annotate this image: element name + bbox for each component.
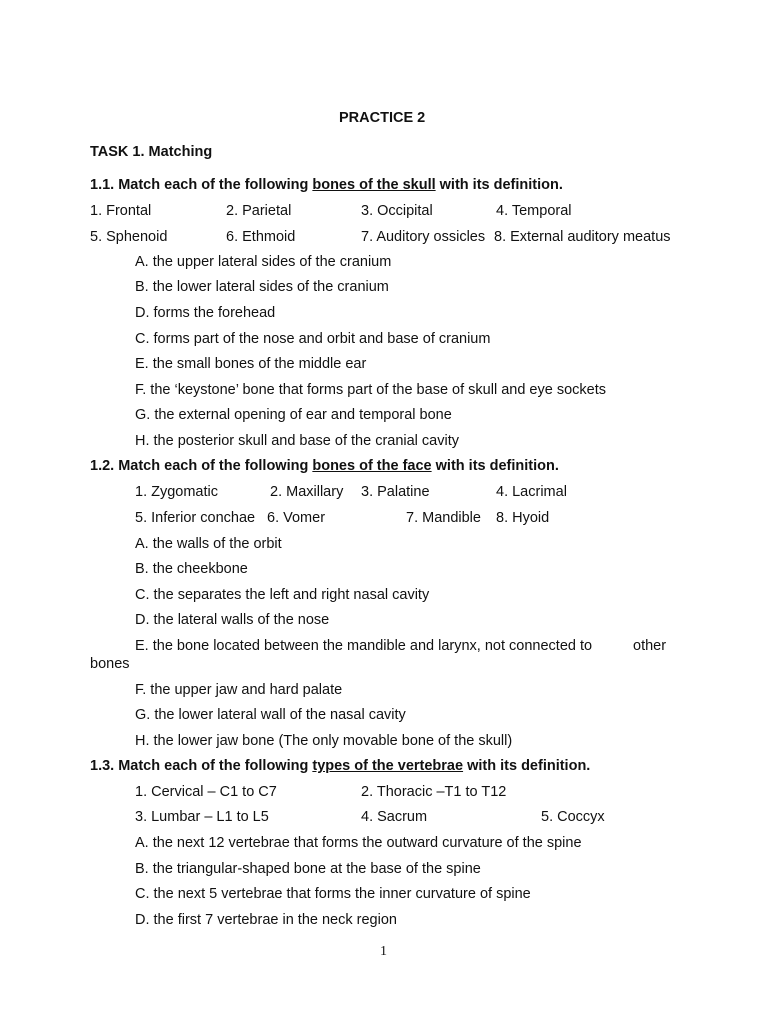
vertebrae-item: 4. Sacrum bbox=[361, 809, 428, 825]
section-heading-prefix: 1.2. Match each of the following bbox=[90, 458, 313, 474]
skull-definition: B. the lower lateral sides of the cranium bbox=[135, 279, 389, 295]
skull-definition: F. the ‘keystone’ bone that forms part of the base of skull and eye sockets bbox=[135, 382, 606, 398]
section-heading-prefix: 1.3. Match each of the following bbox=[90, 758, 313, 774]
section-heading-topic: bones of the face bbox=[312, 458, 432, 474]
face-definition-continuation: other bbox=[633, 638, 667, 654]
face-definition: G. the lower lateral wall of the nasal cavity bbox=[135, 707, 406, 723]
skull-definition: H. the posterior skull and base of the cranial cavity bbox=[135, 433, 459, 449]
skull-definition: C. forms part of the nose and orbit and base of cranium bbox=[135, 331, 491, 347]
vertebrae-item: 5. Coccyx bbox=[541, 809, 605, 825]
vertebrae-item: 3. Lumbar – L1 to L5 bbox=[135, 809, 269, 825]
face-definition: E. the bone located between the mandible and larynx, not connected to bbox=[135, 638, 593, 654]
section-heading-topic: bones of the skull bbox=[312, 177, 436, 193]
section-heading-prefix: 1.1. Match each of the following bbox=[90, 177, 313, 193]
skull-definition: G. the external opening of ear and temporal bone bbox=[135, 407, 452, 423]
face-definition-continuation: bones bbox=[90, 656, 130, 672]
vertebrae-item: 1. Cervical – C1 to C7 bbox=[135, 784, 277, 800]
section-heading-suffix: with its definition. bbox=[435, 177, 563, 193]
vertebrae-item: 2. Thoracic –T1 to T12 bbox=[361, 784, 507, 800]
skull-definition: D. forms the forehead bbox=[135, 305, 276, 321]
skull-item: 1. Frontal bbox=[90, 203, 152, 219]
section-heading-suffix: with its definition. bbox=[431, 458, 559, 474]
section-heading-topic: types of the vertebrae bbox=[312, 758, 464, 774]
face-definition: D. the lateral walls of the nose bbox=[135, 612, 330, 628]
vertebrae-definition: B. the triangular-shaped bone at the base of the spine bbox=[135, 861, 481, 877]
face-definition: A. the walls of the orbit bbox=[135, 536, 282, 552]
skull-item: 4. Temporal bbox=[496, 203, 572, 219]
skull-item: 6. Ethmoid bbox=[226, 229, 296, 245]
vertebrae-definition: D. the first 7 vertebrae in the neck region bbox=[135, 912, 397, 928]
face-definition: C. the separates the left and right nasal cavity bbox=[135, 587, 430, 603]
page-title: PRACTICE 2 bbox=[339, 110, 426, 126]
skull-item: 7. Auditory ossicles bbox=[361, 229, 486, 245]
skull-item: 2. Parietal bbox=[226, 203, 292, 219]
face-definition: H. the lower jaw bone (The only movable bone of the skull) bbox=[135, 733, 513, 749]
face-item: 5. Inferior conchae bbox=[135, 510, 256, 526]
face-item: 2. Maxillary bbox=[270, 484, 344, 500]
skull-item: 8. External auditory meatus bbox=[494, 229, 671, 245]
skull-definition: E. the small bones of the middle ear bbox=[135, 356, 367, 372]
face-definition: B. the cheekbone bbox=[135, 561, 248, 577]
face-item: 3. Palatine bbox=[361, 484, 430, 500]
vertebrae-definition: C. the next 5 vertebrae that forms the inner curvature of spine bbox=[135, 886, 531, 902]
skull-item: 3. Occipital bbox=[361, 203, 433, 219]
face-item: 1. Zygomatic bbox=[135, 484, 218, 500]
vertebrae-definition: A. the next 12 vertebrae that forms the outward curvature of the spine bbox=[135, 835, 582, 851]
face-item: 7. Mandible bbox=[406, 510, 481, 526]
section-1-1-heading bbox=[90, 176, 563, 194]
page-number: 1 bbox=[380, 944, 387, 959]
task-heading: TASK 1. Matching bbox=[90, 144, 213, 160]
skull-item: 5. Sphenoid bbox=[90, 229, 168, 245]
section-1-2-heading bbox=[90, 457, 559, 475]
section-heading-suffix: with its definition. bbox=[463, 758, 591, 774]
face-item: 6. Vomer bbox=[267, 510, 326, 526]
face-item: 4. Lacrimal bbox=[496, 484, 567, 500]
face-item: 8. Hyoid bbox=[496, 510, 550, 526]
section-1-3-heading bbox=[90, 757, 590, 775]
face-definition: F. the upper jaw and hard palate bbox=[135, 682, 343, 698]
skull-definition: A. the upper lateral sides of the cranium bbox=[135, 254, 392, 270]
